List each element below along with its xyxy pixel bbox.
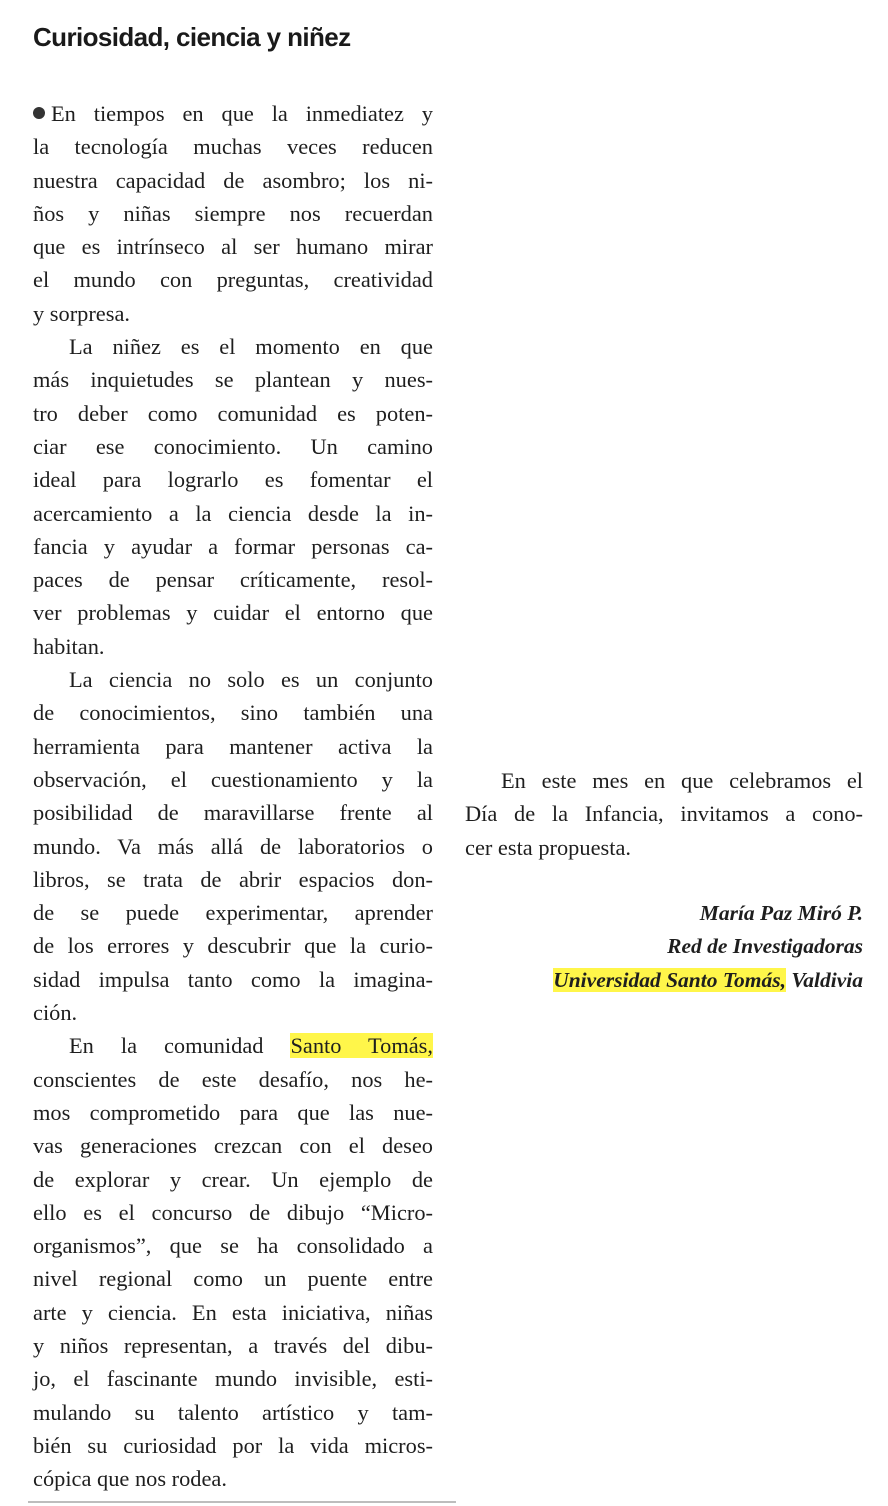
author-group: Red de Investigadoras (667, 934, 863, 959)
author-city: Valdivia (791, 967, 863, 992)
text-line: más inquietudes se plantean y nues- (33, 367, 433, 393)
text-line: cópica que nos rodea. (33, 1466, 227, 1492)
text-line: La ciencia no solo es un conjunto (69, 667, 433, 693)
author-name: María Paz Miró P. (699, 901, 863, 925)
text-line: ción. (33, 1000, 78, 1026)
text-line: la tecnología muchas veces reducen (33, 134, 433, 160)
text-line: En tiempos en que la inmediatez y (33, 97, 433, 130)
text-line: arte y ciencia. En esta iniciativa, niñas (33, 1299, 433, 1325)
text-line: libros, se trata de abrir espacios don- (33, 866, 433, 892)
author-affiliation (465, 964, 863, 997)
article-body-right-column (465, 764, 863, 864)
text-line: habitan. (33, 633, 105, 659)
text-line: Día de la Infancia, invitamos a cono- (465, 801, 863, 827)
text-line: En la comunidad Santo Tomás, (69, 1033, 433, 1059)
article-body-left-column (33, 97, 433, 1495)
text-line: el mundo con preguntas, creatividad (33, 267, 433, 293)
text-line: ños y niñas siempre nos recuerdan (33, 200, 433, 226)
text-line: bién su curiosidad por la vida micros- (33, 1432, 433, 1458)
text-line: La niñez es el momento en que (69, 334, 433, 360)
text-line: acercamiento a la ciencia desde la in- (33, 500, 433, 526)
text-line: vas generaciones crezcan con el deseo (33, 1133, 433, 1159)
text-line: sidad impulsa tanto como la imagina- (33, 966, 433, 992)
text-line: paces de pensar críticamente, resol- (33, 567, 433, 593)
text-line: En este mes en que celebramos el (501, 768, 863, 793)
author-signature (465, 897, 863, 997)
bullet-icon (33, 107, 45, 119)
text-line: y niños representan, a través del dibu- (33, 1332, 433, 1358)
text-line: y sorpresa. (33, 300, 130, 326)
text-line: posibilidad de maravillarse frente al (33, 800, 433, 826)
text-line: nuestra capacidad de asombro; los ni- (33, 167, 433, 193)
text-line: nivel regional como un puente entre (33, 1266, 433, 1292)
text-line: herramienta para mantener activa la (33, 733, 433, 759)
article-title: Curiosidad, ciencia y niñez (33, 22, 351, 52)
highlighted-institution: Santo Tomás, (290, 1033, 433, 1059)
text-line: tro deber como comunidad es poten- (33, 400, 433, 426)
text-line: ideal para lograrlo es fomentar el (33, 467, 433, 493)
text-line: jo, el fascinante mundo invisible, esti- (33, 1366, 433, 1392)
text-line: observación, el cuestionamiento y la (33, 766, 433, 792)
bottom-divider (28, 1501, 456, 1503)
text-line: ello es el concurso de dibujo “Micro- (33, 1199, 433, 1225)
text-line: de los errores y descubrir que la curio- (33, 933, 433, 959)
text-line: cer esta propuesta. (465, 834, 631, 860)
text-line: mundo. Va más allá de laboratorios o (33, 833, 433, 859)
text-line: mulando su talento artístico y tam- (33, 1399, 433, 1425)
text-line: ver problemas y cuidar el entorno que (33, 600, 433, 626)
text-line: de conocimientos, sino también una (33, 700, 433, 726)
text-line: que es intrínseco al ser humano mirar (33, 234, 433, 260)
text-line: conscientes de este desafío, nos he- (33, 1066, 433, 1092)
text-line: de explorar y crear. Un ejemplo de (33, 1166, 433, 1192)
text-line: ciar ese conocimiento. Un camino (33, 433, 433, 459)
text-line: organismos”, que se ha consolidado a (33, 1233, 433, 1259)
highlighted-institution: Universidad Santo Tomás, (553, 967, 786, 992)
text-line: mos comprometido para que las nue- (33, 1099, 433, 1125)
text-line: de se puede experimentar, aprender (33, 900, 433, 926)
text-line: fancia y ayudar a formar personas ca- (33, 533, 433, 559)
